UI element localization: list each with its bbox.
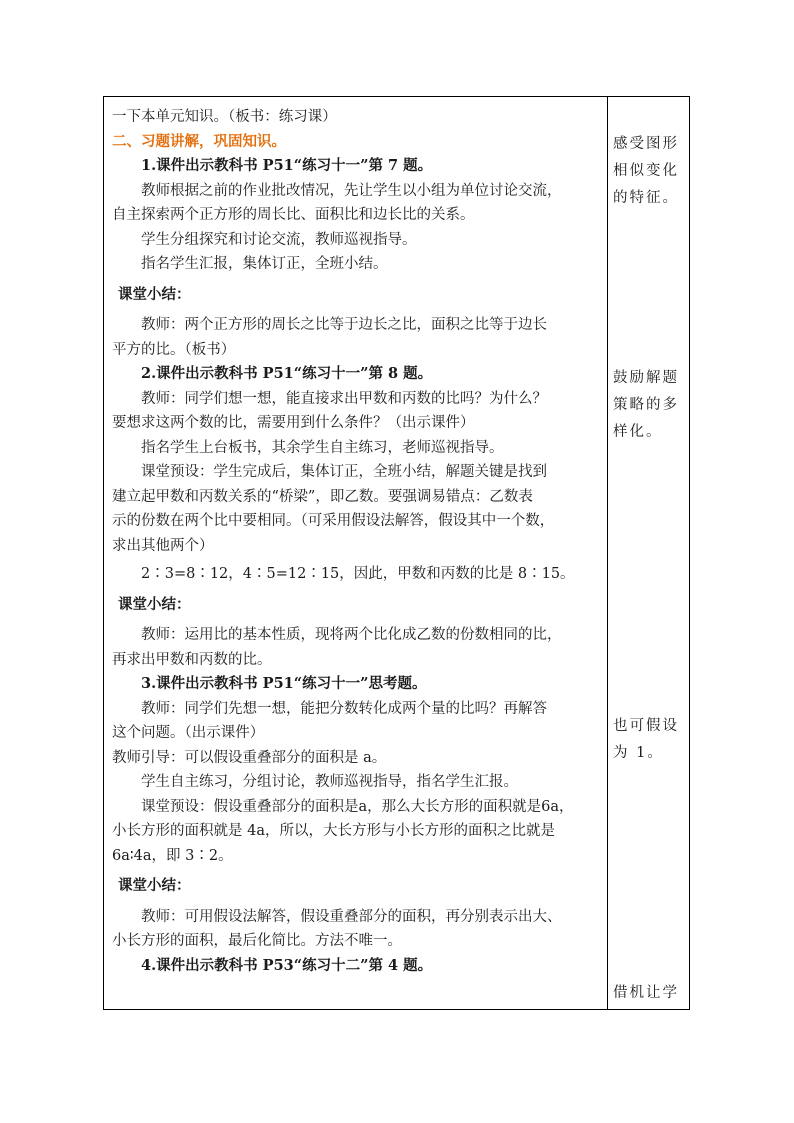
side-note-strategy: 鼓励解题策略的多样化。 xyxy=(613,370,679,440)
summary-label: 课堂小结： xyxy=(118,595,191,613)
text-line: 教师：同学们先想一想，能把分数转化成两个量的比吗？再解答 xyxy=(141,700,547,717)
text-line: 教师：可用假设法解答，假设重叠部分的面积，再分别表示出大、 xyxy=(141,908,562,925)
text-line: 课堂预设：学生完成后，集体订正，全班小结，解题关键是找到 xyxy=(141,464,547,480)
summary-label: 课堂小结： xyxy=(118,877,191,894)
text-line: 教师：运用比的基本性质，现将两个比化成乙数的份数相同的比， xyxy=(141,627,562,643)
lesson-table xyxy=(103,96,690,1010)
text-line: 再求出甲数和丙数的比。 xyxy=(112,651,272,668)
lesson-content xyxy=(112,105,602,978)
text-line: 学生分组探究和讨论交流，教师巡视指导。 xyxy=(141,231,417,248)
exercise-heading: 3.课件出示教科书 P51“练习十一”思考题。 xyxy=(141,675,427,692)
exercise-heading: 2.课件出示教科书 P51“练习十一”第 8 题。 xyxy=(141,365,433,382)
text-line: 教师根据之前的作业批改情况，先让学生以小组为单位讨论交流， xyxy=(141,182,562,199)
ratio-equation: 2∶3=8∶12，4∶5=12∶15，因此，甲数和丙数的比是 8∶15。 xyxy=(141,566,575,582)
text-line: 建立起甲数和丙数关系的“桥梁”，即乙数。要强调易错点：乙数表 xyxy=(112,488,533,505)
text-line: 6a∶4a，即 3∶2。 xyxy=(112,847,233,864)
text-line: 教师引导：可以假设重叠部分的面积是 a。 xyxy=(112,749,387,766)
summary-label: 课堂小结： xyxy=(118,285,191,303)
text-line: 平方的比。（板书） xyxy=(112,341,236,358)
text-line: 示的份数在两个比中要相同。（可采用假设法解答，假设其中一个数， xyxy=(112,513,555,529)
side-note-assume: 也可假设为 1。 xyxy=(613,718,679,761)
side-note-continue: 借机让学 xyxy=(613,985,679,1001)
text-line: 学生自主练习，分组讨论，教师巡视指导，指名学生汇报。 xyxy=(141,774,518,790)
text-line: 教师：同学们想一想，能直接求出甲数和丙数的比吗？为什么？ xyxy=(141,390,547,407)
exercise-heading: 4.课件出示教科书 P53“练习十二”第 4 题。 xyxy=(141,956,433,974)
text-line: 指名学生上台板书，其余学生自主练习，老师巡视指导。 xyxy=(141,439,504,456)
text-line: 教师：两个正方形的周长之比等于边长之比，面积之比等于边长 xyxy=(141,317,547,333)
text-line: 小长方形的面积，最后化简比。方法不唯一。 xyxy=(112,933,402,949)
text-line: 小长方形的面积就是 4a，所以，大长方形与小长方形的面积之比就是 xyxy=(112,823,555,839)
text-line: 自主探索两个正方形的周长比、面积比和边长比的关系。 xyxy=(112,207,475,223)
exercise-heading: 1.课件出示教科书 P51“练习十一”第 7 题。 xyxy=(141,157,433,174)
text-line: 课堂预设：假设重叠部分的面积是a，那么大长方形的面积就是6a， xyxy=(141,798,574,815)
text-line: 这个问题。（出示课件） xyxy=(112,725,265,741)
text-line: 指名学生汇报，集体订正，全班小结。 xyxy=(141,256,388,272)
text-line: 求出其他两个） xyxy=(112,537,214,554)
side-note-similarity: 感受图形相似变化的特征。 xyxy=(613,136,679,206)
text-line: 要想求这两个数的比，需要用到什么条件？（出示课件） xyxy=(112,415,475,431)
text-line: 一下本单元知识。（板书：练习课） xyxy=(112,109,337,125)
column-divider xyxy=(607,97,608,1009)
section-heading: 二、习题讲解，巩固知识。 xyxy=(112,132,286,150)
